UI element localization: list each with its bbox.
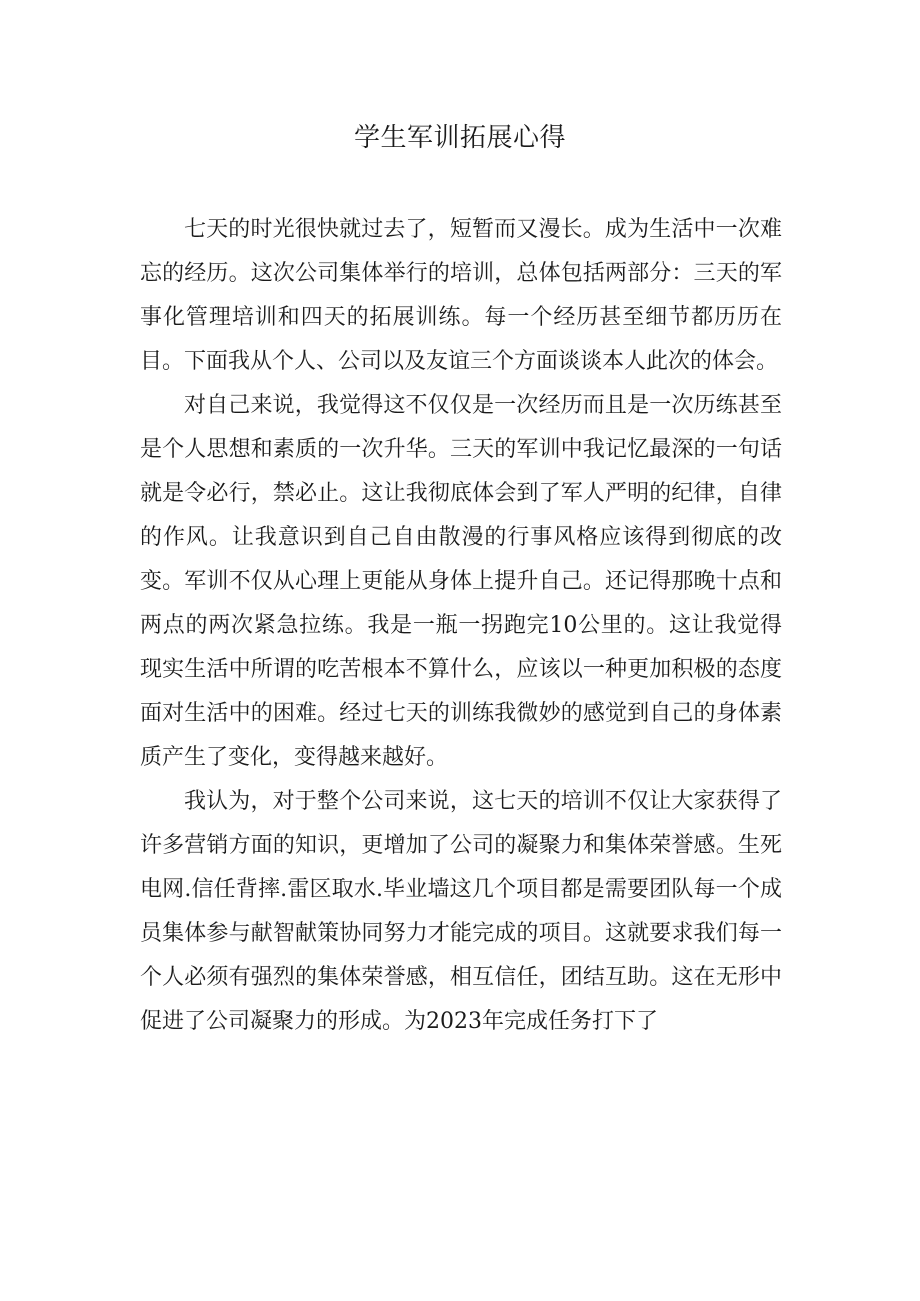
paragraph-personal: 对自己来说，我觉得这不仅仅是一次经历而且是一次历练甚至是个人思想和素质的一次升华。三天的军训中我记忆最深的一句话就是令必行，禁必止。这让我彻底体会到了军人严明的纪律，自律的作风。让我意识到自己自由散漫的行事风格应该得到彻底的改变。军训不仅从心理上更能从身体上提升自己。还记得那晚十点和两点的两次紧急拉练。我是一瓶一拐跑完10公里的。这让我觉得现实生活中所谓的吃苦根本不算什么，应该以一种更加积极的态度面对生活中的困难。经过七天的训练我微妙的感觉到自己的身体素质产生了变化，变得越来越好。: [140, 393, 782, 770]
document-body: [140, 208, 782, 1044]
document-title: 学生军训拓展心得: [353, 123, 566, 153]
paragraph-intro: 七天的时光很快就过去了，短暂而又漫长。成为生活中一次难忘的经历。这次公司集体举行的培训，总体包括两部分：三天的军事化管理培训和四天的拓展训练。每一个经历甚至细节都历历在目。下面我从个人、公司以及友谊三个方面谈谈本人此次的体会。: [140, 217, 782, 374]
paragraph-company: 我认为，对于整个公司来说，这七天的培训不仅让大家获得了许多营销方面的知识，更增加了公司的凝聚力和集体荣誉感。生死电网.信任背摔.雷区取水.毕业墙这几个项目都是需要团队每一个成员集体参与献智献策协同努力才能完成的项目。这就要求我们每一个人必须有强烈的集体荣誉感，相互信任，团结互助。这在无形中促进了公司凝聚力的形成。为2023年完成任务打下了: [140, 789, 782, 1034]
